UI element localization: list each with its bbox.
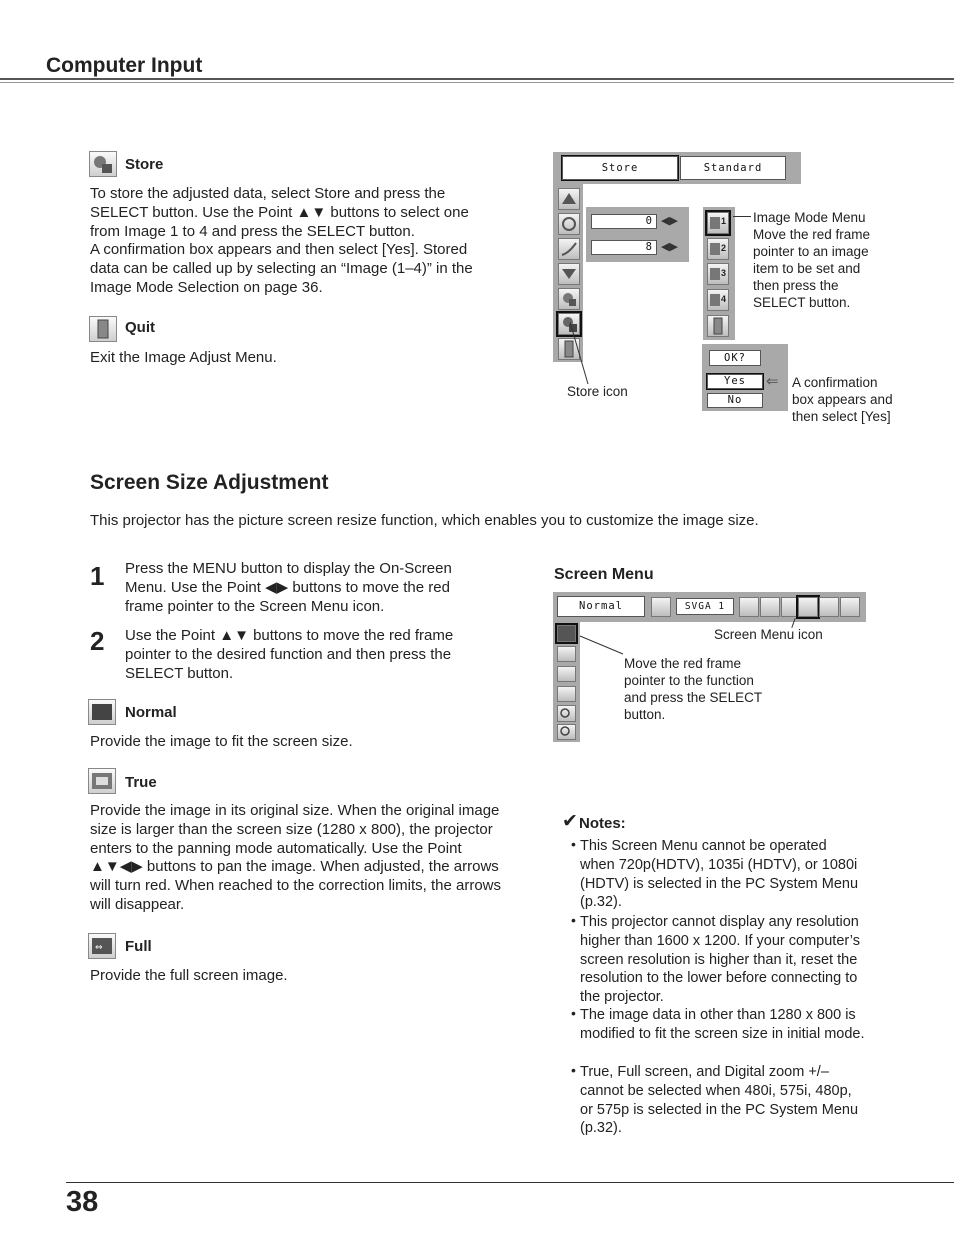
screen-menu-icon-callout: Screen Menu icon <box>714 627 823 642</box>
full-text: Provide the full screen image. <box>90 967 288 984</box>
store-paragraph-1: To store the adjusted data, select Store and press the SELECT button. Use the Point ▲▼ buttons to select one from Image 1 to 4 and press the SELECT button. <box>90 185 469 240</box>
image-4-number: 4 <box>721 294 727 304</box>
true-icon <box>88 768 116 794</box>
image-mode-quit-icon[interactable] <box>707 315 729 337</box>
down-arrow-icon[interactable] <box>558 263 580 285</box>
confirm-no-button[interactable]: No <box>707 393 763 408</box>
screen-full-item-icon[interactable] <box>557 666 576 682</box>
note-3-bullet: • <box>571 1005 576 1021</box>
screen-size-intro: This projector has the picture screen resize function, which enables you to customize the image size. <box>90 512 759 529</box>
quit-text: Exit the Image Adjust Menu. <box>90 349 277 366</box>
input-icon[interactable] <box>651 597 671 617</box>
image-mode-callout: Image Mode Menu Move the red frame pointer to an image item to be set and then press the SELECT button. <box>753 210 871 310</box>
quit-icon <box>89 316 117 342</box>
gamma-icon[interactable] <box>558 238 580 260</box>
confirm-yes-button[interactable]: Yes <box>707 374 763 389</box>
page-number: 38 <box>66 1186 99 1218</box>
notes-heading: Notes: <box>579 815 626 832</box>
screen-menu-heading: Screen Menu <box>554 566 654 583</box>
note-4-bullet: • <box>571 1062 576 1078</box>
step-2-number: 2 <box>90 626 105 656</box>
store-menu-button[interactable]: Store <box>562 156 678 180</box>
footer-rule <box>66 1182 954 1183</box>
screen-size-title: Screen Size Adjustment <box>90 471 329 494</box>
value-field-2[interactable]: 8 <box>591 240 657 255</box>
confirm-ok-label: OK? <box>709 350 761 366</box>
quit-heading: Quit <box>125 319 155 336</box>
page-header-title: Computer Input <box>46 54 203 77</box>
contrast-icon[interactable] <box>558 188 580 210</box>
menu-bar-icon-6[interactable] <box>840 597 860 617</box>
value-field-1[interactable]: 0 <box>591 214 657 229</box>
note-1-bullet: • <box>571 836 576 852</box>
header-rule <box>0 78 954 80</box>
confirm-pointer-arrow-icon: ⇐ <box>766 373 779 390</box>
screen-menu-icon[interactable] <box>798 597 818 617</box>
confirm-callout: A confirmation box appears and then select [Yes] <box>792 375 893 424</box>
note-1: This Screen Menu cannot be operated when 720p(HDTV), 1035i (HDTV), or 1080i (HDTV) is selected in the PC System Menu (p.32). <box>580 838 859 911</box>
note-2-bullet: • <box>571 912 576 928</box>
normal-text: Provide the image to fit the screen size. <box>90 733 353 750</box>
header-rule-thin <box>0 82 954 83</box>
true-heading: True <box>125 774 157 791</box>
note-3: The image data in other than 1280 x 800 is modified to fit the screen size in initial mode. <box>580 1007 865 1042</box>
move-pointer-callout-line <box>578 634 628 659</box>
note-4: True, Full screen, and Digital zoom +/– cannot be selected when 480i, 575i, 480p, or 575p is selected in the PC System Menu (p.32). <box>580 1064 859 1137</box>
move-pointer-callout: Move the red frame pointer to the function and press the SELECT button. <box>624 656 762 722</box>
screen-menu-normal-field[interactable]: Normal <box>557 596 645 617</box>
normal-heading: Normal <box>125 704 177 721</box>
notes-check-icon: ✔ <box>562 811 578 832</box>
value-1-arrows-icon[interactable]: ◀▶ <box>661 215 678 227</box>
image-2-number: 2 <box>721 243 727 253</box>
image-3-number: 3 <box>721 268 727 278</box>
store-heading: Store <box>125 156 164 173</box>
normal-icon <box>88 699 116 725</box>
value-2-arrows-icon[interactable]: ◀▶ <box>661 241 678 253</box>
step-1-number: 1 <box>90 561 105 591</box>
svg-text:⇔: ⇔ <box>95 943 103 953</box>
full-icon <box>88 933 116 959</box>
full-heading: Full <box>125 938 152 955</box>
screen-true-item-icon[interactable] <box>557 646 576 662</box>
standard-menu-button[interactable]: Standard <box>680 156 786 180</box>
menu-bar-icon-5[interactable] <box>819 597 839 617</box>
zoom-in-icon[interactable] <box>557 705 576 722</box>
store-icon-callout-line <box>560 320 600 390</box>
menu-bar-icon-1[interactable] <box>739 597 759 617</box>
menu-bar-icon-2[interactable] <box>760 597 780 617</box>
image-1-number: 1 <box>721 216 727 226</box>
store-paragraph-2: A confirmation box appears and then select [Yes]. Stored data can be called up by selecting an “Image (1–4)” in the Image Mode Selection on page 36. <box>90 241 473 296</box>
image-mode-callout-line <box>733 216 751 217</box>
brightness-icon[interactable] <box>558 213 580 235</box>
zoom-out-icon[interactable] <box>557 724 576 740</box>
screen-normal-item-icon[interactable] <box>557 625 576 642</box>
screen-custom-item-icon[interactable] <box>557 686 576 702</box>
reset-icon[interactable] <box>558 288 580 310</box>
step-2-text: Use the Point ▲▼ buttons to move the red frame pointer to the desired function and then press the SELECT button. <box>125 627 454 682</box>
store-icon <box>89 151 117 177</box>
screen-menu-svga-field[interactable]: SVGA 1 <box>676 598 734 615</box>
true-text: Provide the image in its original size. When the original image size is larger than the screen size (1280 x 800), the projector enters to the panning mode automatically. Use the Point ▲▼◀▶ buttons to pan the image. When adjusted, the arrows will turn red. When reached to the correction limits, the arrows will disappear. <box>90 802 501 913</box>
store-icon-callout: Store icon <box>567 384 628 399</box>
step-1-text: Press the MENU button to display the On-Screen Menu. Use the Point ◀▶ buttons to move the red frame pointer to the Screen Menu icon. <box>125 560 452 615</box>
note-2: This projector cannot display any resolution higher than 1600 x 1200. If your computer’s screen resolution is higher than it, reset the resolution to the lower before connecting to the projector. <box>580 914 860 1006</box>
